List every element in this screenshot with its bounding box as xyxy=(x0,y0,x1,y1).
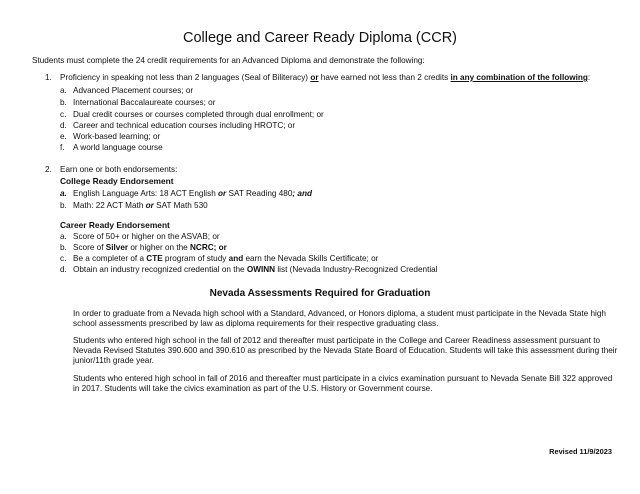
college-a-t2: SAT Reading 480 xyxy=(226,189,293,198)
item-2-text: Earn one or both endorsements: xyxy=(60,165,178,174)
item-1-number: 1. xyxy=(45,73,52,82)
college-a-label: a. xyxy=(60,189,67,198)
subitem-text: Advanced Placement courses; or xyxy=(73,86,194,95)
assessments-heading: Nevada Assessments Required for Graduation xyxy=(209,288,431,299)
career-b-t2: or higher on the xyxy=(128,243,190,252)
college-b-or: or xyxy=(145,201,154,210)
subitem-label: f. xyxy=(60,143,65,152)
college-b-t2: SAT Math 530 xyxy=(153,201,208,210)
intro-text: Students must complete the 24 credit requirements for an Advanced Diploma and demonstrate the following: xyxy=(32,56,425,65)
revised-date: Revised 11/9/2023 xyxy=(549,447,612,456)
subitem-label: c. xyxy=(60,110,67,119)
career-c-t3: earn the Nevada Skills Certificate; or xyxy=(243,254,379,263)
career-a-label: a. xyxy=(60,232,67,241)
career-c-label: c. xyxy=(60,254,67,263)
subitem-label: d. xyxy=(60,121,67,130)
item-1-or: or xyxy=(310,73,319,82)
career-b-t1: Score of xyxy=(73,243,106,252)
college-a-t1: English Language Arts: 18 ACT English xyxy=(73,189,219,198)
item-1-text xyxy=(60,73,590,83)
subitem-label: e. xyxy=(60,132,67,141)
item-1-text-a: Proficiency in speaking not less than 2 languages (Seal of Biliteracy) xyxy=(60,73,311,82)
career-c-cte: CTE xyxy=(146,254,163,263)
career-c-and: and xyxy=(228,254,244,263)
career-b-ncrc: NCRC; or xyxy=(190,243,227,252)
career-c-t2: program of study xyxy=(162,254,229,263)
college-ready-heading: College Ready Endorsement xyxy=(60,176,174,186)
career-b-label: b. xyxy=(60,243,67,252)
subitem-label: a. xyxy=(60,86,67,95)
career-a-text: Score of 50+ or higher on the ASVAB; or xyxy=(73,232,220,241)
item-2-number: 2. xyxy=(45,165,52,174)
college-b-label: b. xyxy=(60,201,67,210)
subitem-text: Dual credit courses or courses completed through dual enrollment; or xyxy=(73,110,324,119)
career-d-text xyxy=(73,265,438,275)
item-1-colon: : xyxy=(587,73,591,82)
career-ready-heading: Career Ready Endorsement xyxy=(60,220,170,230)
assessment-paragraph-3: Students who entered high school in fall of 2016 and thereafter must participate in a civics examination pursuant to Nevada Senate Bill 322 approved in 2017. Students will take the civics examination as part of the U.S. History or Government course. xyxy=(73,374,613,393)
college-a-or: or xyxy=(218,189,227,198)
assessment-paragraph-1: In order to graduate from a Nevada high school with a Standard, Advanced, or Honors diploma, a student must participate in the Nevada State high school assessments prescribed by law as diploma requirements for their respective graduating class. xyxy=(73,309,606,328)
career-d-t2: list (Nevada Industry-Recognized Credential xyxy=(275,265,438,274)
subitem-text: A world language course xyxy=(73,143,163,152)
career-c-t1: Be a completer of a xyxy=(73,254,147,263)
career-b-silver: Silver xyxy=(105,243,129,252)
career-c-text xyxy=(73,254,378,264)
career-d-owinn: OWINN xyxy=(246,265,276,274)
page-title: College and Career Ready Diploma (CCR) xyxy=(183,30,457,46)
college-a-and: ; and xyxy=(292,189,312,198)
college-a-text xyxy=(73,189,312,199)
assessment-paragraph-2: Students who entered high school in the fall of 2012 and thereafter must participate in the College and Career Readiness assessment pursuant to Nevada Revised Statutes 390.600 and 390.610 as prescribed by the Nevada State Board of Education. Students will take this assessment during their junior/11th grade year. xyxy=(73,336,618,365)
subitem-text: International Baccalaureate courses; or xyxy=(73,98,216,107)
career-d-label: d. xyxy=(60,265,67,274)
college-b-t1: Math: 22 ACT Math xyxy=(73,201,146,210)
college-b-text xyxy=(73,201,208,211)
subitem-label: b. xyxy=(60,98,67,107)
career-b-text xyxy=(73,243,227,253)
career-d-t1: Obtain an industry recognized credential on the xyxy=(73,265,247,274)
subitem-text: Work-based learning; or xyxy=(73,132,161,141)
subitem-text: Career and technical education courses including HROTC; or xyxy=(73,121,296,130)
item-1-combination: in any combination of the following xyxy=(450,73,588,82)
item-1-text-b: have earned not less than 2 credits xyxy=(318,73,451,82)
